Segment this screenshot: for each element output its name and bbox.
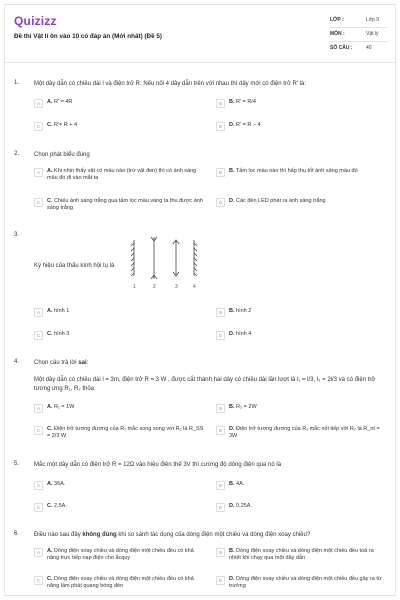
option-text: D. R' = R − 4 (229, 122, 261, 128)
question-text: Chọn câu trả lời sai: (34, 360, 89, 366)
option-d[interactable] (216, 576, 386, 591)
option-b[interactable] (216, 99, 256, 108)
option-letter: A (34, 168, 43, 177)
option-text: A. R₁ = 1W (47, 404, 75, 410)
option-a[interactable] (34, 548, 206, 563)
option-text: A. Khi nhìn thấy vật có màu nào (trừ vật đen) thì có ánh sáng màu đó đi vào mắt ta (47, 168, 197, 182)
symbol-2 (151, 237, 157, 279)
option-letter: C (34, 426, 43, 435)
option-c[interactable] (34, 331, 69, 340)
symbol-4 (194, 240, 197, 276)
option-text: A. hình 1 (47, 308, 70, 314)
option-letter: D (216, 198, 225, 207)
option-letter: C (34, 198, 43, 207)
option-letter: C (34, 503, 43, 512)
option-a[interactable] (34, 481, 65, 490)
option-letter: D (216, 122, 225, 131)
option-letter: A (34, 548, 43, 557)
option-letter: B (216, 308, 225, 317)
option-text: C. 2,5A. (47, 503, 67, 509)
option-text: B. R' = R/4 (229, 99, 256, 105)
option-text: C. Dòng điện xoay chiều và dòng điện một chiều đều có khả năng làm phát quang bóng đèn (47, 576, 194, 590)
figure-label-2: 2 (153, 284, 156, 290)
option-letter: A (34, 481, 43, 490)
option-c[interactable] (34, 503, 67, 512)
option-a[interactable] (34, 168, 206, 183)
symbol-3 (173, 240, 179, 276)
meta-label: SỐ CÂU : (330, 45, 353, 52)
meta-value: Lớp 9 (366, 16, 380, 23)
document-title: Đề thi Vật lí ôn vào 10 có đáp án (Mới nhất) (Đề 5) (14, 33, 162, 40)
lens-symbols (125, 234, 215, 282)
option-text: A. Dòng điện xoay chiều và dòng điện một chiều đều có khả năng trực tiếp nạp điện cho ắcquy (47, 548, 194, 562)
option-text: C. R'= R + 4 (47, 122, 78, 128)
symbol-1 (131, 240, 134, 276)
option-letter: C (34, 331, 43, 340)
option-text: B. Tấm lọc màu nào thì hấp thụ tốt ánh sáng màu đó (229, 168, 358, 174)
option-text: A. 36A. (47, 481, 66, 487)
option-text: B. hình 2 (229, 308, 252, 314)
option-b[interactable] (216, 404, 257, 413)
option-letter: A (34, 404, 43, 413)
option-letter: B (216, 481, 225, 490)
question-text: Điều nào sau đây không đúng khi so sánh tác dụng của dòng điện một chiều và dòng điện xoay chiều? (34, 532, 311, 538)
option-letter: D (216, 426, 225, 435)
option-b[interactable] (216, 481, 244, 490)
option-d[interactable] (216, 426, 386, 441)
option-a[interactable] (34, 308, 69, 317)
option-d[interactable] (216, 198, 386, 207)
option-b[interactable] (216, 308, 251, 317)
option-text: D. Điện trở tương đương của R₁ mắc nối tiếp với R₂ là R_nt = 3W (229, 426, 380, 440)
option-d[interactable] (216, 331, 251, 340)
option-text: A. R' = 4R (47, 99, 73, 105)
question-text: Ký hiệu của thấu kính hội tụ là (34, 263, 115, 269)
option-letter: B (216, 548, 225, 557)
option-text: C. Chiếu ánh sáng trắng qua tấm lọc màu vàng ta thu được ánh sáng trắng (47, 198, 203, 212)
figure-label-4: 4 (193, 284, 196, 290)
lens-figure (125, 234, 215, 292)
option-d[interactable] (216, 122, 261, 131)
option-letter: B (216, 168, 225, 177)
meta-label: LỚP : (330, 16, 344, 23)
meta-row-subject (330, 27, 388, 41)
header-divider (4, 62, 396, 63)
option-text: D. 0,25A. (229, 503, 252, 509)
question-body: Một dây dẫn có chiều dài l = 3m, điện trở R = 3 W , được cắt thành hai dây có chiều dài lần lượt là l₁ = l/3, l₂ = 2l/3 và có điện trở tương ứng R₁, R₂ thỏa (34, 377, 376, 392)
meta-table (330, 13, 388, 55)
question-number: 2. (14, 151, 20, 157)
option-text: B. 4A. (229, 481, 245, 487)
option-letter: D (216, 331, 225, 340)
option-a[interactable] (34, 99, 72, 108)
quizizz-logo: Quizizz (14, 14, 57, 28)
question-number: 4. (14, 359, 20, 365)
option-letter: B (216, 404, 225, 413)
meta-label: MÔN : (330, 31, 345, 38)
option-letter: D (216, 576, 225, 585)
option-text: D. Dòng điện xoay chiều và dòng điện một chiều đều gây ra từ trường (229, 576, 382, 590)
option-text: D. hình 4 (229, 331, 252, 337)
meta-value: 40 (366, 45, 372, 52)
option-a[interactable] (34, 404, 74, 413)
question-text: Chọn phát biểu đúng (34, 152, 90, 158)
option-letter: A (34, 99, 43, 108)
option-c[interactable] (34, 426, 206, 441)
question-number: 1. (14, 80, 20, 86)
option-c[interactable] (34, 122, 77, 131)
question-number: 6. (14, 531, 20, 537)
option-text: D. Các đèn LED phát ra ánh sáng trắng (229, 198, 326, 204)
option-letter: B (216, 99, 225, 108)
question-number: 5. (14, 461, 20, 467)
meta-row-count (330, 41, 388, 55)
option-text: C. Điện trở tương đương của R₁ mắc song song với R₂ là R_SS = 2/3 W (47, 426, 204, 440)
option-letter: A (34, 308, 43, 317)
figure-label-1: 1 (133, 284, 136, 290)
option-text: B. Dòng điện xoay chiều và dòng điện một chiều đều toả ra nhiệt khi chạy qua một dây dẫn (229, 548, 374, 562)
question-text: Một dây dẫn có chiều dài l và điện trở R. Nếu nối 4 dây dẫn trên với nhau thì dây mới có điện trở R' là: (34, 81, 307, 87)
option-b[interactable] (216, 548, 386, 563)
question-text: Mắc một dây dẫn có điện trở R = 12Ω vào hiệu điện thế 3V thì cường độ dòng điện qua nó là (34, 462, 282, 468)
option-c[interactable] (34, 576, 206, 591)
option-letter: C (34, 122, 43, 131)
figure-label-3: 3 (175, 284, 178, 290)
question-number: 3. (14, 232, 20, 238)
option-text: B. R₂ = 2W (229, 404, 257, 410)
option-c[interactable] (34, 198, 206, 213)
option-letter: C (34, 576, 43, 585)
meta-value: Vật lý (366, 31, 379, 38)
option-d[interactable] (216, 503, 252, 512)
option-b[interactable] (216, 168, 386, 177)
option-letter: D (216, 503, 225, 512)
meta-row-class (330, 13, 388, 27)
option-text: C. hình 3 (47, 331, 70, 337)
